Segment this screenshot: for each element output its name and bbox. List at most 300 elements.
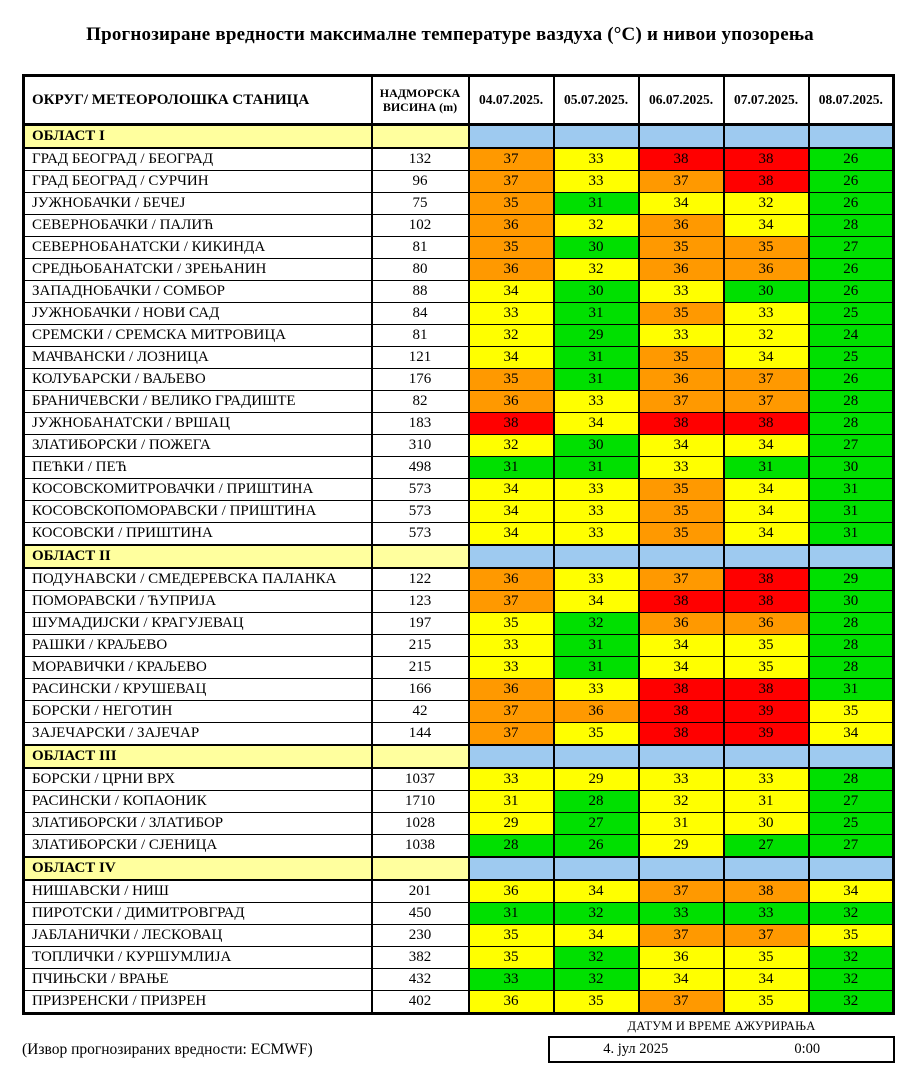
source-note: (Извор прогнозираних вредности: ECMWF): [22, 1041, 313, 1058]
temp-cell: 38: [724, 880, 809, 903]
temp-cell: 31: [554, 657, 639, 679]
temp-cell: 34: [554, 925, 639, 947]
temp-cell: 35: [554, 991, 639, 1014]
section-date-cell: [809, 545, 894, 568]
station-row: [24, 171, 894, 193]
station-row: [24, 903, 894, 925]
temp-cell: 35: [724, 991, 809, 1014]
station-row: [24, 791, 894, 813]
temp-cell: 35: [639, 347, 724, 369]
temp-cell: 38: [724, 568, 809, 591]
station-cell: ГРАД БЕОГРАД / СУРЧИН: [24, 171, 372, 193]
temp-cell: 34: [724, 435, 809, 457]
temp-cell: 35: [809, 701, 894, 723]
temp-cell: 27: [809, 791, 894, 813]
temp-cell: 28: [809, 635, 894, 657]
temp-cell: 26: [554, 835, 639, 858]
temp-cell: 34: [639, 657, 724, 679]
temp-cell: 34: [639, 635, 724, 657]
station-row: [24, 925, 894, 947]
section-label: ОБЛАСТ II: [24, 545, 372, 568]
section-date-cell: [554, 125, 639, 149]
temp-cell: 26: [809, 259, 894, 281]
temp-cell: 33: [724, 303, 809, 325]
station-cell: МОРАВИЧКИ / КРАЉЕВО: [24, 657, 372, 679]
section-label: ОБЛАСТ IV: [24, 857, 372, 880]
altitude-cell: 144: [372, 723, 469, 746]
temp-cell: 33: [554, 391, 639, 413]
temp-cell: 36: [469, 259, 554, 281]
temp-cell: 36: [639, 613, 724, 635]
section-altitude-cell: [372, 125, 469, 149]
col-header-station: ОКРУГ/ МЕТЕОРОЛОШКА СТАНИЦА: [24, 76, 372, 125]
section-row: [24, 857, 894, 880]
station-row: [24, 969, 894, 991]
temp-cell: 37: [639, 880, 724, 903]
temp-cell: 27: [809, 835, 894, 858]
station-row: [24, 947, 894, 969]
temp-cell: 38: [639, 591, 724, 613]
temp-cell: 34: [469, 523, 554, 546]
altitude-cell: 1038: [372, 835, 469, 858]
temp-cell: 33: [639, 457, 724, 479]
temp-cell: 33: [554, 479, 639, 501]
temp-cell: 27: [809, 237, 894, 259]
altitude-cell: 121: [372, 347, 469, 369]
station-cell: ЗЛАТИБОРСКИ / ЗЛАТИБОР: [24, 813, 372, 835]
temp-cell: 38: [639, 723, 724, 746]
station-cell: ТОПЛИЧКИ / КУРШУМЛИЈА: [24, 947, 372, 969]
temp-cell: 36: [639, 947, 724, 969]
temp-cell: 34: [639, 969, 724, 991]
station-row: [24, 657, 894, 679]
station-row: [24, 303, 894, 325]
temp-cell: 33: [639, 281, 724, 303]
page-title: Прогнозиране вредности максималне температуре ваздуха (°С) и нивои упозорења: [86, 24, 814, 45]
station-row: [24, 568, 894, 591]
altitude-cell: 183: [372, 413, 469, 435]
station-row: [24, 880, 894, 903]
station-cell: ШУМАДИЈСКИ / КРАГУЈЕВАЦ: [24, 613, 372, 635]
temp-cell: 33: [724, 903, 809, 925]
station-cell: ПЧИЊСКИ / ВРАЊЕ: [24, 969, 372, 991]
temp-cell: 33: [639, 903, 724, 925]
temp-cell: 34: [724, 501, 809, 523]
temp-cell: 25: [809, 347, 894, 369]
temp-cell: 25: [809, 303, 894, 325]
temp-cell: 30: [554, 237, 639, 259]
temp-cell: 27: [724, 835, 809, 858]
station-cell: ПОДУНАВСКИ / СМЕДЕРЕВСКА ПАЛАНКА: [24, 568, 372, 591]
col-header-date: 08.07.2025.: [809, 76, 894, 125]
altitude-cell: 573: [372, 479, 469, 501]
col-header-date: 06.07.2025.: [639, 76, 724, 125]
station-cell: БРАНИЧЕВСКИ / ВЕЛИКО ГРАДИШТЕ: [24, 391, 372, 413]
temp-cell: 30: [809, 457, 894, 479]
temp-cell: 35: [639, 523, 724, 546]
station-cell: КОСОВСКОПОМОРАВСКИ / ПРИШТИНА: [24, 501, 372, 523]
station-row: [24, 281, 894, 303]
temp-cell: 29: [809, 568, 894, 591]
station-row: [24, 523, 894, 546]
altitude-cell: 42: [372, 701, 469, 723]
temp-cell: 26: [809, 369, 894, 391]
temp-cell: 32: [554, 969, 639, 991]
temp-cell: 38: [724, 413, 809, 435]
temp-cell: 33: [639, 325, 724, 347]
temp-cell: 35: [639, 501, 724, 523]
temp-cell: 34: [724, 523, 809, 546]
altitude-cell: 122: [372, 568, 469, 591]
section-date-cell: [554, 545, 639, 568]
station-row: [24, 325, 894, 347]
temp-cell: 33: [554, 148, 639, 171]
temp-cell: 36: [724, 613, 809, 635]
station-row: [24, 701, 894, 723]
station-row: [24, 369, 894, 391]
temp-cell: 35: [724, 657, 809, 679]
altitude-cell: 498: [372, 457, 469, 479]
temp-cell: 30: [809, 591, 894, 613]
section-date-cell: [724, 745, 809, 768]
altitude-cell: 1037: [372, 768, 469, 791]
temp-cell: 33: [554, 679, 639, 701]
temp-cell: 38: [724, 679, 809, 701]
temp-cell: 32: [554, 903, 639, 925]
section-altitude-cell: [372, 857, 469, 880]
temp-cell: 37: [469, 701, 554, 723]
temp-cell: 37: [469, 171, 554, 193]
temp-cell: 36: [469, 215, 554, 237]
temp-cell: 37: [639, 991, 724, 1014]
temp-cell: 36: [639, 259, 724, 281]
station-row: [24, 768, 894, 791]
temp-cell: 34: [469, 347, 554, 369]
temp-cell: 32: [554, 613, 639, 635]
station-row: [24, 435, 894, 457]
altitude-cell: 96: [372, 171, 469, 193]
temp-cell: 38: [639, 701, 724, 723]
temp-cell: 31: [469, 791, 554, 813]
temp-cell: 35: [469, 193, 554, 215]
temp-cell: 35: [639, 303, 724, 325]
station-cell: ЗЛАТИБОРСКИ / ПОЖЕГА: [24, 435, 372, 457]
section-altitude-cell: [372, 745, 469, 768]
temp-cell: 26: [809, 193, 894, 215]
temp-cell: 32: [469, 325, 554, 347]
temp-cell: 38: [724, 148, 809, 171]
temp-cell: 29: [554, 768, 639, 791]
station-cell: БОРСКИ / ЦРНИ ВРХ: [24, 768, 372, 791]
section-date-cell: [469, 125, 554, 149]
col-header-date: 07.07.2025.: [724, 76, 809, 125]
section-row: [24, 545, 894, 568]
section-date-cell: [724, 125, 809, 149]
altitude-cell: 102: [372, 215, 469, 237]
temp-cell: 37: [724, 391, 809, 413]
col-header-date: 04.07.2025.: [469, 76, 554, 125]
section-date-cell: [809, 745, 894, 768]
section-label: ОБЛАСТ III: [24, 745, 372, 768]
temp-cell: 37: [469, 723, 554, 746]
temp-cell: 39: [724, 701, 809, 723]
temp-cell: 33: [554, 501, 639, 523]
section-altitude-cell: [372, 545, 469, 568]
forecast-table: [22, 74, 895, 1015]
section-row: [24, 125, 894, 149]
altitude-cell: 573: [372, 501, 469, 523]
temp-cell: 30: [724, 813, 809, 835]
temp-cell: 34: [724, 969, 809, 991]
station-row: [24, 391, 894, 413]
temp-cell: 32: [639, 791, 724, 813]
temp-cell: 34: [639, 193, 724, 215]
station-cell: ГРАД БЕОГРАД / БЕОГРАД: [24, 148, 372, 171]
station-row: [24, 835, 894, 858]
temp-cell: 35: [554, 723, 639, 746]
temp-cell: 34: [469, 501, 554, 523]
station-cell: ЈУЖНОБАЧКИ / БЕЧЕЈ: [24, 193, 372, 215]
temp-cell: 33: [554, 523, 639, 546]
temp-cell: 32: [554, 947, 639, 969]
temp-cell: 34: [724, 215, 809, 237]
section-label: ОБЛАСТ I: [24, 125, 372, 149]
altitude-cell: 573: [372, 523, 469, 546]
station-row: [24, 635, 894, 657]
temp-cell: 28: [809, 657, 894, 679]
temp-cell: 31: [469, 457, 554, 479]
temp-cell: 26: [809, 148, 894, 171]
station-cell: КОСОВСКИ / ПРИШТИНА: [24, 523, 372, 546]
altitude-cell: 402: [372, 991, 469, 1014]
temp-cell: 35: [469, 613, 554, 635]
temp-cell: 34: [809, 880, 894, 903]
altitude-cell: 215: [372, 657, 469, 679]
temp-cell: 33: [639, 768, 724, 791]
temp-cell: 35: [639, 479, 724, 501]
temp-cell: 38: [724, 591, 809, 613]
temp-cell: 32: [724, 325, 809, 347]
station-cell: КОСОВСКОМИТРОВАЧКИ / ПРИШТИНА: [24, 479, 372, 501]
temp-cell: 36: [724, 259, 809, 281]
temp-cell: 38: [639, 148, 724, 171]
altitude-cell: 1710: [372, 791, 469, 813]
temp-cell: 31: [724, 457, 809, 479]
section-date-cell: [554, 745, 639, 768]
temp-cell: 29: [469, 813, 554, 835]
station-cell: СРЕДЊОБАНАТСКИ / ЗРЕЊАНИН: [24, 259, 372, 281]
temp-cell: 33: [469, 768, 554, 791]
temp-cell: 37: [639, 568, 724, 591]
section-date-cell: [639, 857, 724, 880]
altitude-header-line1: НАДМОРСКА: [379, 85, 461, 100]
altitude-cell: 215: [372, 635, 469, 657]
station-cell: ПИРОТСКИ / ДИМИТРОВГРАД: [24, 903, 372, 925]
temp-cell: 33: [469, 969, 554, 991]
temp-cell: 28: [469, 835, 554, 858]
temp-cell: 35: [724, 237, 809, 259]
temp-cell: 35: [469, 369, 554, 391]
temp-cell: 35: [724, 947, 809, 969]
altitude-header-line2: ВИСИНА (m): [382, 100, 458, 114]
station-row: [24, 237, 894, 259]
station-cell: РАСИНСКИ / КРУШЕВАЦ: [24, 679, 372, 701]
altitude-cell: 132: [372, 148, 469, 171]
col-header-altitude: [372, 76, 469, 125]
temp-cell: 36: [469, 679, 554, 701]
temp-cell: 34: [554, 880, 639, 903]
temp-cell: 32: [554, 259, 639, 281]
temp-cell: 25: [809, 813, 894, 835]
temp-cell: 34: [724, 479, 809, 501]
station-row: [24, 457, 894, 479]
temp-cell: 32: [469, 435, 554, 457]
temp-cell: 33: [469, 635, 554, 657]
station-cell: СЕВЕРНОБАЧКИ / ПАЛИЋ: [24, 215, 372, 237]
temp-cell: 38: [469, 413, 554, 435]
temp-cell: 34: [469, 479, 554, 501]
altitude-cell: 230: [372, 925, 469, 947]
station-cell: НИШАВСКИ / НИШ: [24, 880, 372, 903]
station-cell: ЗЛАТИБОРСКИ / СЈЕНИЦА: [24, 835, 372, 858]
temp-cell: 36: [639, 215, 724, 237]
temp-cell: 31: [639, 813, 724, 835]
station-cell: ПЕЋКИ / ПЕЋ: [24, 457, 372, 479]
altitude-cell: 75: [372, 193, 469, 215]
temp-cell: 33: [554, 171, 639, 193]
temp-cell: 37: [469, 591, 554, 613]
section-date-cell: [724, 545, 809, 568]
altitude-cell: 201: [372, 880, 469, 903]
temp-cell: 31: [554, 369, 639, 391]
temp-cell: 31: [554, 635, 639, 657]
altitude-cell: 450: [372, 903, 469, 925]
temp-cell: 32: [809, 947, 894, 969]
altitude-cell: 166: [372, 679, 469, 701]
update-date: 4. јул 2025: [603, 1041, 669, 1057]
temp-cell: 31: [554, 193, 639, 215]
temp-cell: 39: [724, 723, 809, 746]
update-box: [548, 1036, 895, 1063]
temp-cell: 34: [724, 347, 809, 369]
temp-cell: 30: [554, 281, 639, 303]
station-cell: ПОМОРАВСКИ / ЋУПРИЈА: [24, 591, 372, 613]
station-cell: КОЛУБАРСКИ / ВАЉЕВО: [24, 369, 372, 391]
temp-cell: 34: [554, 591, 639, 613]
temp-cell: 28: [809, 413, 894, 435]
station-row: [24, 501, 894, 523]
temp-cell: 28: [809, 215, 894, 237]
altitude-cell: 88: [372, 281, 469, 303]
temp-cell: 35: [809, 925, 894, 947]
temp-cell: 34: [809, 723, 894, 746]
station-cell: МАЧВАНСКИ / ЛОЗНИЦА: [24, 347, 372, 369]
section-date-cell: [469, 857, 554, 880]
temp-cell: 37: [639, 391, 724, 413]
altitude-cell: 432: [372, 969, 469, 991]
section-date-cell: [724, 857, 809, 880]
station-row: [24, 413, 894, 435]
temp-cell: 38: [639, 679, 724, 701]
temp-cell: 33: [724, 768, 809, 791]
section-date-cell: [639, 125, 724, 149]
temp-cell: 32: [724, 193, 809, 215]
section-date-cell: [809, 125, 894, 149]
station-row: [24, 679, 894, 701]
temp-cell: 33: [554, 568, 639, 591]
station-row: [24, 148, 894, 171]
temp-cell: 27: [554, 813, 639, 835]
temp-cell: 32: [809, 991, 894, 1014]
temp-cell: 27: [809, 435, 894, 457]
station-cell: ЈУЖНОБАЧКИ / НОВИ САД: [24, 303, 372, 325]
temp-cell: 31: [809, 523, 894, 546]
section-date-cell: [639, 545, 724, 568]
station-row: [24, 591, 894, 613]
temp-cell: 37: [724, 925, 809, 947]
temp-cell: 36: [554, 701, 639, 723]
station-row: [24, 259, 894, 281]
temp-cell: 31: [554, 457, 639, 479]
station-row: [24, 723, 894, 746]
temp-cell: 32: [809, 903, 894, 925]
update-time: 0:00: [794, 1041, 821, 1057]
altitude-cell: 197: [372, 613, 469, 635]
station-row: [24, 991, 894, 1014]
temp-cell: 36: [469, 568, 554, 591]
temp-cell: 36: [469, 880, 554, 903]
temp-cell: 33: [469, 657, 554, 679]
temp-cell: 35: [469, 237, 554, 259]
temp-cell: 31: [809, 501, 894, 523]
temp-cell: 30: [724, 281, 809, 303]
altitude-cell: 382: [372, 947, 469, 969]
altitude-cell: 82: [372, 391, 469, 413]
section-date-cell: [469, 545, 554, 568]
temp-cell: 31: [554, 303, 639, 325]
temp-cell: 37: [639, 925, 724, 947]
temp-cell: 31: [809, 479, 894, 501]
temp-cell: 31: [809, 679, 894, 701]
col-header-date: 05.07.2025.: [554, 76, 639, 125]
station-row: [24, 347, 894, 369]
station-cell: РАШКИ / КРАЉЕВО: [24, 635, 372, 657]
temp-cell: 26: [809, 281, 894, 303]
section-row: [24, 745, 894, 768]
temp-cell: 28: [809, 768, 894, 791]
temp-cell: 34: [554, 413, 639, 435]
temp-cell: 31: [554, 347, 639, 369]
temp-cell: 36: [469, 391, 554, 413]
station-cell: БОРСКИ / НЕГОТИН: [24, 701, 372, 723]
temp-cell: 29: [554, 325, 639, 347]
station-cell: СРЕМСКИ / СРЕМСКА МИТРОВИЦА: [24, 325, 372, 347]
altitude-cell: 84: [372, 303, 469, 325]
station-cell: ПРИЗРЕНСКИ / ПРИЗРЕН: [24, 991, 372, 1014]
temp-cell: 37: [469, 148, 554, 171]
temp-cell: 32: [554, 215, 639, 237]
station-row: [24, 813, 894, 835]
altitude-cell: 80: [372, 259, 469, 281]
section-date-cell: [809, 857, 894, 880]
temp-cell: 38: [724, 171, 809, 193]
temp-cell: 35: [469, 947, 554, 969]
altitude-cell: 81: [372, 325, 469, 347]
temp-cell: 24: [809, 325, 894, 347]
altitude-cell: 176: [372, 369, 469, 391]
temp-cell: 36: [639, 369, 724, 391]
station-row: [24, 193, 894, 215]
